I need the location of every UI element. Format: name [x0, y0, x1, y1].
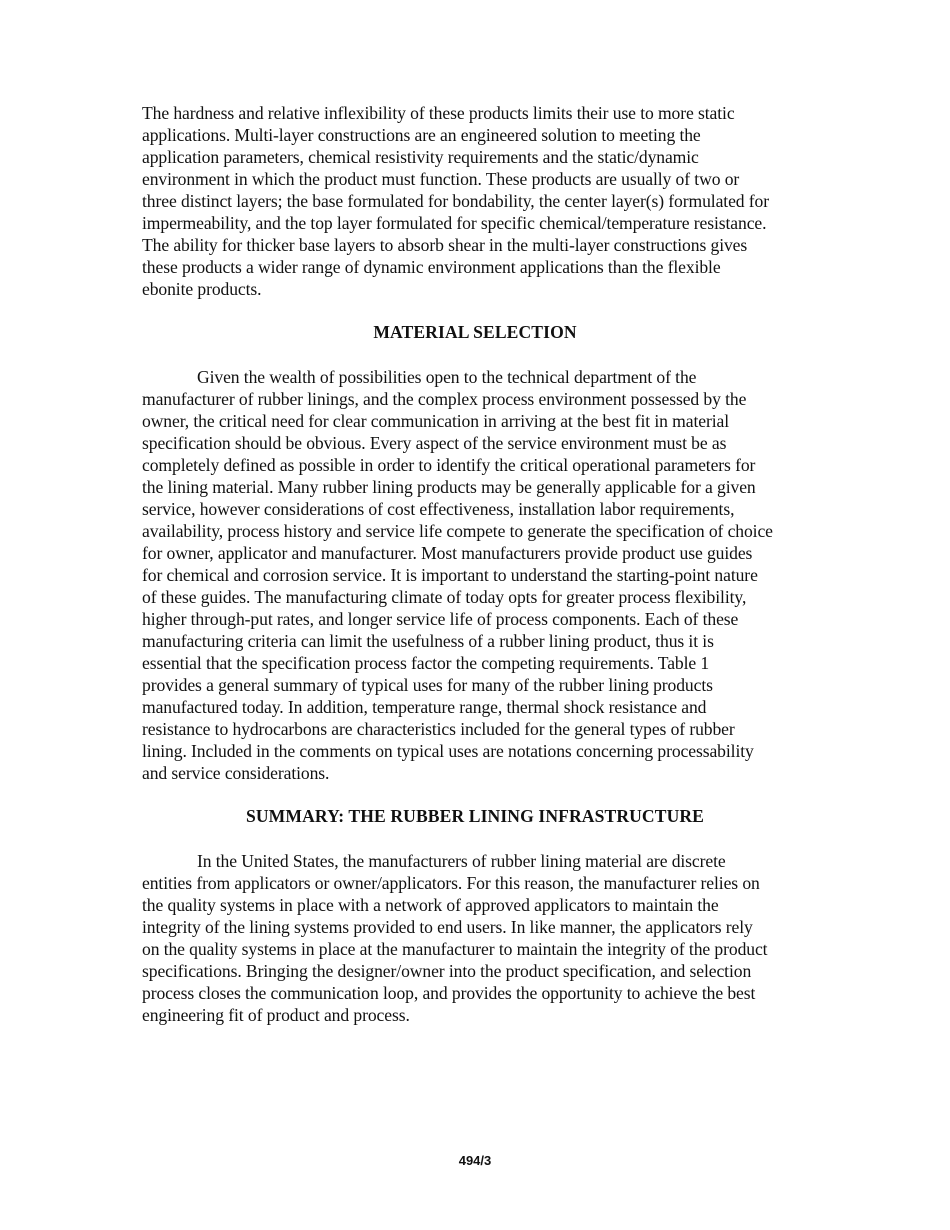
text-line: impermeability, and the top layer formulated for specific chemical/temperature resistance. — [142, 213, 767, 233]
text-line: the quality systems in place with a network of approved applicators to maintain the — [142, 895, 719, 915]
text-line: engineering fit of product and process. — [142, 1005, 410, 1025]
text-line: these products a wider range of dynamic environment applications than the flexible — [142, 257, 721, 277]
text-line: essential that the specification process factor the competing requirements. Table 1 — [142, 653, 710, 673]
text-line: applications. Multi-layer constructions are an engineered solution to meeting the — [142, 125, 701, 145]
text-line: In the United States, the manufacturers of rubber lining material are discrete — [197, 851, 726, 871]
text-line: The ability for thicker base layers to absorb shear in the multi-layer constructions gives — [142, 235, 748, 255]
text-line: specifications. Bringing the designer/owner into the product specification, and selection — [142, 961, 752, 981]
text-line: integrity of the lining systems provided to end users. In like manner, the applicators rely — [142, 917, 753, 937]
text-line: specification should be obvious. Every aspect of the service environment must be as — [142, 433, 727, 453]
text-line: environment in which the product must function. These products are usually of two or — [142, 169, 740, 189]
text-line: for chemical and corrosion service. It is important to understand the starting-point nature — [142, 565, 758, 585]
text-line: completely defined as possible in order to identify the critical operational parameters for — [142, 455, 756, 475]
text-line: resistance to hydrocarbons are characteristics included for the general types of rubber — [142, 719, 735, 739]
text-line: of these guides. The manufacturing climate of today opts for greater process flexibility, — [142, 587, 747, 607]
text-line: and service considerations. — [142, 763, 330, 783]
text-line: process closes the communication loop, and provides the opportunity to achieve the best — [142, 983, 756, 1003]
text-line: manufacturer of rubber linings, and the complex process environment possessed by the — [142, 389, 747, 409]
text-line: provides a general summary of typical uses for many of the rubber lining products — [142, 675, 713, 695]
text-line: manufactured today. In addition, temperature range, thermal shock resistance and — [142, 697, 707, 717]
page-number: 494/3 — [458, 1153, 492, 1168]
text-line: three distinct layers; the base formulated for bondability, the center layer(s) formulated for — [142, 191, 769, 211]
text-line: availability, process history and service life compete to generate the specification of choice — [142, 521, 773, 541]
text-line: Given the wealth of possibilities open to the technical department of the — [197, 367, 697, 387]
text-line: application parameters, chemical resistivity requirements and the static/dynamic — [142, 147, 699, 167]
text-line: entities from applicators or owner/applicators. For this reason, the manufacturer relies on — [142, 873, 760, 893]
section-heading-material-selection: MATERIAL SELECTION — [373, 322, 577, 342]
text-line: owner, the critical need for clear communication in arriving at the best fit in material — [142, 411, 729, 431]
text-line: The hardness and relative inflexibility of these products limits their use to more static — [142, 103, 735, 123]
text-line: lining. Included in the comments on typical uses are notations concerning processability — [142, 741, 754, 761]
text-line: higher through-put rates, and longer service life of process components. Each of these — [142, 609, 739, 629]
text-line: for owner, applicator and manufacturer. Most manufacturers provide product use guides — [142, 543, 753, 563]
text-line: on the quality systems in place at the manufacturer to maintain the integrity of the product — [142, 939, 768, 959]
section-heading-summary: SUMMARY: THE RUBBER LINING INFRASTRUCTURE — [245, 806, 705, 826]
text-line: service, however considerations of cost effectiveness, installation labor requirements, — [142, 499, 735, 519]
text-line: the lining material. Many rubber lining products may be generally applicable for a given — [142, 477, 756, 497]
text-line: manufacturing criteria can limit the usefulness of a rubber lining product, thus it is — [142, 631, 714, 651]
text-line: ebonite products. — [142, 279, 262, 299]
